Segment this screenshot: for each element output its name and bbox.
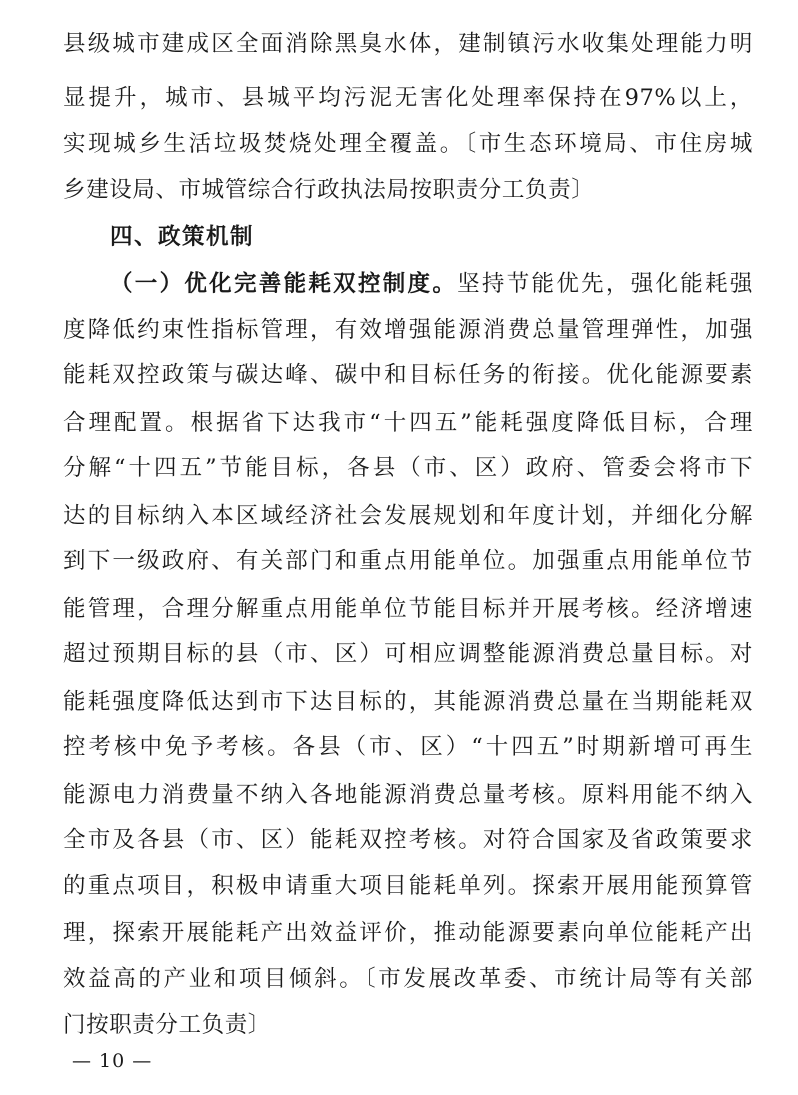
- text-line: 效益高的产业和项目倾斜。〔市发展改革委、市统计局等有关部: [63, 966, 753, 992]
- text-line: 能耗双控政策与碳达峰、碳中和目标任务的衔接。优化能源要素: [63, 362, 753, 388]
- text-line: 门按职责分工负责〕: [63, 1012, 271, 1038]
- text-line: 实现城乡生活垃圾焚烧处理全覆盖。〔市生态环境局、市住房城: [63, 131, 753, 157]
- text-line: 的重点项目，积极申请重大项目能耗单列。探索开展用能预算管: [63, 873, 753, 899]
- text-line: 控考核中免予考核。各县（市、区）“十四五”时期新增可再生: [63, 734, 753, 760]
- text-line: 理，探索开展能耗产出效益评价，推动能源要素向单位能耗产出: [63, 920, 753, 946]
- text-line: 全市及各县（市、区）能耗双控考核。对符合国家及省政策要求: [63, 827, 753, 853]
- text-line: 显提升，城市、县城平均污泥无害化处理率保持在97%以上，: [63, 85, 753, 111]
- text-line: 县级城市建成区全面消除黑臭水体，建制镇污水收集处理能力明: [63, 31, 753, 57]
- subsection-heading: （一）优化完善能耗双控制度。: [110, 271, 458, 297]
- page-number: — 10 —: [72, 1050, 153, 1072]
- text-line: 分解“十四五”节能目标，各县（市、区）政府、管委会将市下: [63, 455, 753, 481]
- text-line: 达的目标纳入本区域经济社会发展规划和年度计划，并细化分解: [63, 503, 753, 529]
- subsection-text: 坚持节能优先，强化能耗强: [457, 271, 753, 297]
- text-line: 到下一级政府、有关部门和重点用能单位。加强重点用能单位节: [63, 548, 753, 574]
- section-heading: 四、政策机制: [110, 224, 255, 250]
- text-line: 能源电力消费量不纳入各地能源消费总量考核。原料用能不纳入: [63, 782, 753, 808]
- subsection-line: [110, 264, 753, 304]
- text-line: 能耗强度降低达到市下达目标的，其能源消费总量在当期能耗双: [63, 689, 753, 715]
- text-line: 超过预期目标的县（市、区）可相应调整能源消费总量目标。对: [63, 641, 753, 667]
- text-line: 乡建设局、市城管综合行政执法局按职责分工负责〕: [63, 177, 595, 203]
- text-line: 合理配置。根据省下达我市“十四五”能耗强度降低目标，合理: [63, 410, 753, 436]
- text-line: 度降低约束性指标管理，有效增强能源消费总量管理弹性，加强: [63, 317, 753, 343]
- text-line: 能管理，合理分解重点用能单位节能目标并开展考核。经济增速: [63, 596, 753, 622]
